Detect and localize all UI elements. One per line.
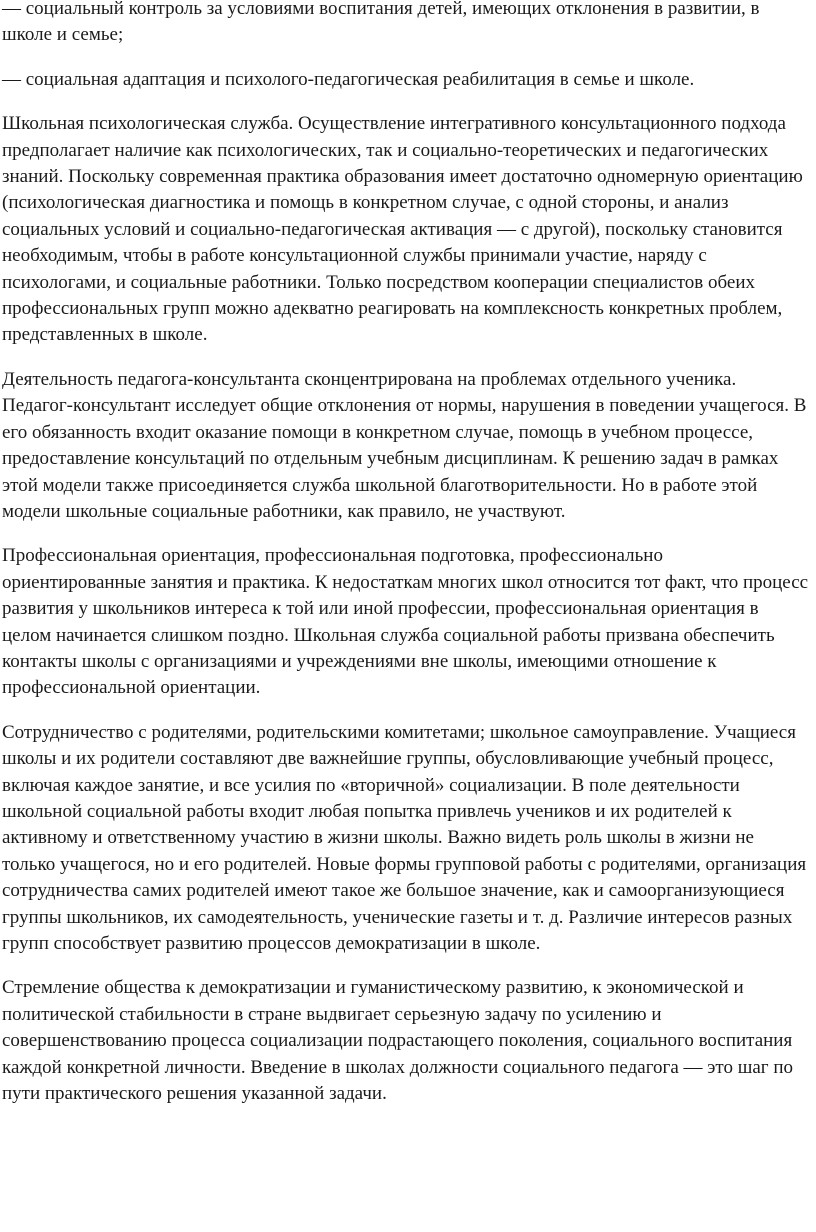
paragraph-democratization: Стремление общества к демократизации и гуманистическому развитию, к экономической и политической стабильности в стране выдвигает серьезную задачу по усилению и совершенствованию процесса социализации подрастающего поколения, социального воспитания каждой конкретной личности. Введение в школах должности социального педагога — это шаг по пути практического решения указанной задачи. [2, 977, 793, 1105]
paragraph-professional-orientation: Профессиональная ориентация, профессиональная подготовка, профессионально ориентированные занятия и практика. К недостаткам многих школ относится тот факт, что процесс развития у школьников интереса к той или иной профессии, профессиональная ориентация в целом начинается слишком поздно. Школьная служба социальной работы призвана обеспечить контакты школы с организациями и учреждениями вне школы, имеющими отношение к профессиональной ориентации. [2, 545, 809, 699]
paragraph-parent-cooperation: Сотрудничество с родителями, родительскими комитетами; школьное самоуправление. Учащиеся школы и их родители составляют две важнейшие группы, обусловливающие учебный процесс, включая каждое занятие, и все усилия по «вторичной» социализации. В поле деятельности школьной социальной работы входит любая попытка привлечь учеников и их родителей к активному и ответственному участию в жизни школы. Важно видеть роль школы в жизни не только учащегося, но и его родителей. Новые формы групповой работы с родителями, организация сотрудничества самих родителей имеют такое же большое значение, как и самоорганизующиеся группы школьников, их самодеятельность, ученические газеты и т. д. Различие интересов разных групп способствует развитию процессов демократизации в школе. [2, 721, 807, 954]
paragraph-control-list-item: — социальный контроль за условиями воспитания детей, имеющих отклонения в развитии, в школе и семье; [2, 0, 760, 46]
paragraph-school-psychological-service: Школьная психологическая служба. Осуществление интегративного консультационного подхода предполагает наличие как психологических, так и социально-теоретических и педагогических знаний. Поскольку современная практика образования имеет достаточно одномерную ориентацию (психологическая диагностика и помощь в конкретном случае, с одной стороны, и анализ социальных условий и социально-педагогическая активация — с другой), поскольку становится необходимым, чтобы в работе консультационной службы принимали участие, наряду с психологами, и социальные работники. Только посредством кооперации специалистов обеих профессиональных групп можно адекватно реагировать на комплексность конкретных проблем, представленных в школе. [2, 113, 803, 346]
paragraph-teacher-consultant: Деятельность педагога-консультанта сконцентрирована на проблемах отдельного ученика. Педагог-консультант исследует общие отклонения от нормы, нарушения в поведении учащегося. В его обязанность входит оказание помощи в конкретном случае, помощь в учебном процессе, предоставление консультаций по отдельным учебным дисциплинам. К решению задач в рамках этой модели также присоединяется служба школьной благотворительности. Но в работе этой модели школьные социальные работники, как правило, не участвуют. [2, 368, 807, 522]
paragraph-adaptation-list-item: — социальная адаптация и психолого-педагогическая реабилитация в семье и школе. [2, 68, 695, 90]
